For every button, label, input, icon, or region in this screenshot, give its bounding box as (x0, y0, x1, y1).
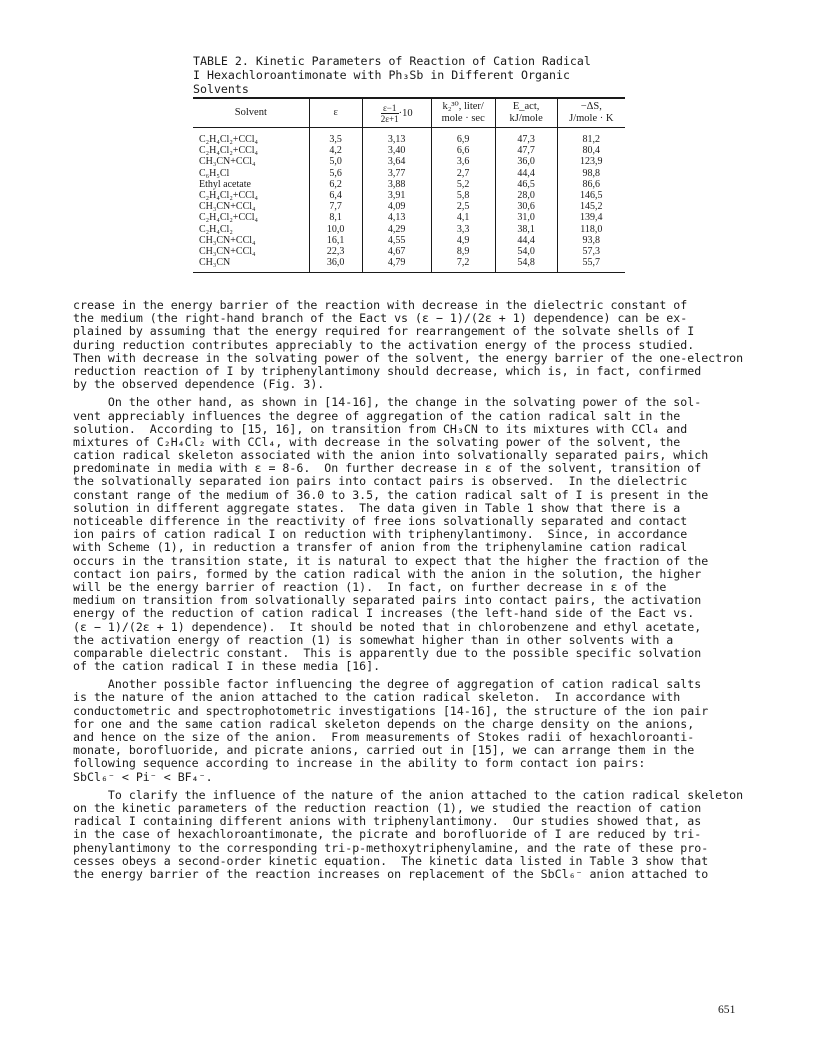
table-cell-eps: 3,5 (329, 134, 342, 145)
text-line: On the other hand, as shown in [14-16], the change in the solvating power of the sol- (73, 395, 702, 410)
table-cell-k: 7,2 (456, 257, 470, 269)
table-cell-s: 80,4 (582, 145, 601, 157)
table-cell-s: 86,6 (582, 178, 601, 190)
paragraph (73, 789, 745, 881)
fraction-numerator: ε−1 (381, 103, 399, 114)
table-cell-f: 3,40 (387, 145, 406, 157)
text-line: medium on transition from solvationally separated pairs into contact pairs, the activation (73, 593, 702, 608)
table-cell-solvent: C₂H₄Cl₂ (199, 223, 233, 235)
table-cell-k: 4,9 (456, 234, 470, 246)
table-cell-f: 4,67 (387, 245, 406, 257)
table-cell-eps: 36,0 (326, 257, 345, 269)
caption-line: I Hexachloroantimonate with Ph₃Sb in Different Organic (193, 68, 570, 82)
table-cell-k: 2,5 (456, 201, 470, 213)
table-cell-solvent: CH₃CN+CCl₄ (199, 245, 256, 257)
table-cell-e: 47,7 (517, 145, 535, 157)
table-cell-k: 5,2 (456, 178, 470, 190)
table-cell-solvent: CH₃CN+CCl₄ (199, 234, 256, 246)
table-cell-s: 118,0 (580, 223, 603, 235)
table-cell-e: 36,0 (517, 156, 535, 168)
table-cell-f: 4,29 (387, 223, 406, 235)
table-cell-k: 2,7 (456, 167, 470, 179)
paragraph (73, 678, 745, 784)
text-line: phenylantimony to the corresponding tri-p-methoxytriphenylamine, and the rate of these pro- (73, 840, 709, 855)
table-cell-solvent: CH₃CN+CCl₄ (199, 156, 256, 168)
header-line: E_act, (512, 101, 540, 112)
table-cell-solvent: CH₃CN (199, 257, 231, 269)
table-cell-s: 139,4 (580, 212, 603, 224)
table-cell-s: 55,7 (582, 257, 601, 269)
caption-line: Solvents (193, 82, 249, 96)
table-cell-eps: 16,1 (326, 234, 345, 246)
table-cell-f: 4,09 (387, 201, 406, 213)
table-cell-solvent: C₂H₄Cl₂+CCl₄ (199, 189, 259, 201)
page-number: 651 (718, 1003, 736, 1016)
text-line: occurs in the transition state, it is natural to expect that the higher the fraction of the (73, 553, 709, 568)
table-cell-f: 3,77 (387, 167, 406, 179)
text-line: reduction reaction of I by triphenylantimony should decrease, which is, in fact, confirmed (73, 363, 702, 378)
text-line: To clarify the influence of the nature of the anion attached to the cation radical skeleton (73, 787, 744, 802)
text-line: by the observed dependence (Fig. 3). (73, 377, 325, 392)
fraction (381, 103, 399, 124)
text-line: noticeable difference in the reactivity of free ions solvationally separated and contact (73, 514, 688, 528)
text-line: for one and the same cation radical skeleton depends on the charge density on the anions, (73, 716, 695, 731)
table-cell-s: 123,9 (580, 156, 603, 168)
column-epsilon (309, 128, 362, 273)
header-activation-energy (495, 98, 557, 128)
table-cell-s: 145,2 (580, 201, 603, 213)
table-cell-eps: 6,4 (329, 189, 342, 201)
table-cell-f: 4,55 (387, 234, 406, 246)
text-line: comparable dielectric constant. This is apparently due to the possible specific solvation (73, 645, 702, 660)
text-line: conductometric and spectrophotometric investigations [14-16], the structure of the ion pair (73, 703, 709, 718)
table-cell-e: 38,1 (517, 223, 535, 235)
text-line: (ε − 1)/(2ε + 1) dependence). It should be noted that in chlorobenzene and ethyl acetate, (73, 619, 702, 634)
text-line: will be the energy barrier of reaction (1). In fact, on further decrease in ε of the (73, 579, 667, 594)
paragraph (73, 299, 745, 391)
text-line: the energy barrier of the reaction increases on replacement of the SbCl₆⁻ anion attached to (73, 866, 709, 881)
table-cell-f: 3,91 (387, 189, 406, 201)
header-line: −ΔS, (580, 101, 602, 112)
text-line: crease in the energy barrier of the reaction with decrease in the dielectric constant of (73, 298, 688, 312)
table-cell-eps: 22,3 (326, 245, 345, 257)
fraction-denominator: 2ε+1 (380, 113, 399, 124)
header-entropy (557, 98, 625, 128)
table-cell-e: 46,5 (517, 178, 535, 190)
table-cell-eps: 5,0 (329, 156, 342, 168)
text-line: on the kinetic parameters of the reduction reaction (1), we studied the reaction of cation (73, 800, 702, 815)
header-line: k₂³⁰, liter/ (442, 101, 484, 112)
table-cell-solvent: CH₃CN+CCl₄ (199, 201, 256, 213)
column-rate-constant (431, 128, 495, 273)
table-cell-s: 146,5 (580, 189, 603, 201)
table-cell-e: 54,0 (517, 245, 535, 257)
table-cell-eps: 6,2 (329, 178, 342, 190)
table-cell-s: 57,3 (582, 245, 601, 257)
table-cell-e: 30,6 (517, 201, 535, 213)
text-line: plained by assuming that the energy required for rearrangement of the solvate shells of I (73, 324, 695, 339)
table-cell-e: 44,4 (517, 234, 535, 246)
table-cell-e: 28,0 (517, 189, 535, 201)
text-line: Then with decrease in the solvating power of the solvent, the energy barrier of the one-electron (73, 350, 744, 365)
table-cell-s: 81,2 (582, 134, 601, 145)
text-line: the solvationally separated ion pairs into contact pairs is observed. In the dielectric (73, 474, 688, 489)
header-dielectric-function (362, 98, 431, 128)
paragraph (73, 396, 745, 673)
text-line: during reduction contributes appreciably to the activation energy of the process studied. (73, 337, 695, 352)
table-cell-eps: 8,1 (329, 212, 342, 224)
table-cell-solvent: C₂H₄Cl₂+CCl₄ (199, 212, 259, 224)
column-solvent (193, 128, 309, 273)
kinetic-parameters-table (193, 97, 625, 273)
text-line: mixtures of C₂H₄Cl₂ with CCl₄, with decrease in the solvating power of the solvent, the (73, 434, 681, 449)
table-cell-eps: 4,2 (329, 145, 342, 157)
column-entropy (557, 128, 625, 273)
text-line: constant range of the medium of 36.0 to 3.5, the cation radical salt of I is present in the (73, 487, 709, 502)
text-line: ion pairs of cation radical I on reduction with triphenylantimony. Since, in accordance (73, 527, 688, 542)
text-line: radical I containing different anions with triphenylantimony. Our studies showed that, as (73, 814, 702, 829)
table-cell-solvent: C₂H₄Cl₂+CCl₄ (199, 145, 259, 157)
table-cell-f: 4,79 (387, 257, 406, 269)
fraction-suffix: ·10 (398, 107, 413, 119)
header-solvent: Solvent (193, 98, 309, 128)
table-cell-solvent: C₂H₄Cl₂+CCl₄ (199, 134, 259, 145)
table-cell-k: 3,6 (456, 156, 470, 168)
table-cell-e: 47,3 (517, 134, 535, 145)
table-cell-f: 4,13 (387, 212, 406, 224)
caption-line: TABLE 2. Kinetic Parameters of Reaction of Cation Radical (193, 54, 591, 68)
table-cell-k: 3,3 (456, 223, 470, 235)
table-cell-k: 5,8 (456, 189, 470, 201)
text-line: solution. According to [15, 16], on transition from CH₃CN to its mixtures with CCl₄ and (73, 421, 688, 436)
table-cell-k: 4,1 (456, 212, 470, 224)
table-cell-f: 3,13 (387, 134, 406, 145)
header-line: mole · sec (441, 113, 485, 124)
header-line: kJ/mole (509, 113, 543, 124)
column-activation-energy (495, 128, 557, 273)
table-cell-eps: 10,0 (326, 223, 345, 235)
text-line: solution in different aggregate states. The data given in Table 1 show that there is a (73, 500, 681, 515)
text-line: of the cation radical I in these media [16]. (73, 659, 381, 674)
table-cell-k: 6,6 (456, 145, 470, 157)
table-cell-f: 3,88 (387, 178, 406, 190)
table-cell-s: 93,8 (582, 234, 601, 246)
table-cell-eps: 7,7 (329, 201, 342, 213)
table-cell-solvent: C₆H₅Cl (199, 167, 230, 179)
text-line: contact ion pairs, formed by the cation radical with the anion in the solution, the higher (73, 566, 702, 581)
text-line: and hence on the size of the anion. From measurements of Stokes radii of hexachloroanti- (73, 730, 695, 744)
table-cell-s: 98,8 (582, 167, 601, 179)
text-line: following sequence according to increase in the ability to form contact ion pairs: (73, 756, 646, 771)
text-line: the activation energy of reaction (1) is somewhat higher than in other solvents with a (73, 632, 674, 647)
text-line: the medium (the right-hand branch of the Eact vs (ε − 1)/(2ε + 1) dependence) can be ex- (73, 311, 688, 326)
table-body-row (193, 128, 625, 273)
table-cell-k: 8,9 (456, 245, 470, 257)
text-line: with Scheme (1), in reduction a transfer of anion from the triphenylamine cation radical (73, 540, 688, 555)
text-line: vent appreciably influences the degree of aggregation of the cation radical salt in the (73, 408, 681, 423)
table-cell-f: 3,64 (387, 156, 406, 168)
text-line: SbCl₆⁻ < Pi⁻ < BF₄⁻. (73, 769, 213, 784)
table-cell-solvent: Ethyl acetate (199, 178, 251, 190)
text-line: energy of the reduction of cation radical I increases (the left-hand side of the Eact vs. (73, 606, 695, 621)
text-line: predominate in media with ε = 8-6. On further decrease in ε of the solvent, transition of (73, 461, 702, 476)
table-cell-e: 31,0 (517, 212, 535, 224)
table-cell-k: 6,9 (456, 134, 470, 145)
text-line: Another possible factor influencing the degree of aggregation of cation radical salts (73, 677, 702, 692)
header-line: J/mole · K (569, 113, 614, 124)
header-rate-constant (431, 98, 495, 128)
table-cell-e: 54,8 (517, 257, 535, 269)
text-line: monate, borofluoride, and picrate anions, carried out in [15], we can arrange them in the (73, 743, 695, 758)
table-cell-e: 44,4 (517, 167, 535, 179)
table-caption (193, 54, 713, 96)
table-cell-eps: 5,6 (329, 167, 342, 179)
text-line: cation radical skeleton associated with the anion into solvationally separated pairs, which (73, 448, 709, 463)
body-text (73, 299, 745, 881)
column-dielectric-function (362, 128, 431, 273)
text-line: in the case of hexachloroantimonate, the picrate and borofluoride of I are reduced by tri- (73, 827, 702, 842)
text-line: is the nature of the anion attached to the cation radical skeleton. In accordance with (73, 690, 681, 705)
text-line: cesses obeys a second-order kinetic equation. The kinetic data listed in Table 3 show that (73, 853, 709, 868)
header-epsilon: ε (309, 98, 362, 128)
